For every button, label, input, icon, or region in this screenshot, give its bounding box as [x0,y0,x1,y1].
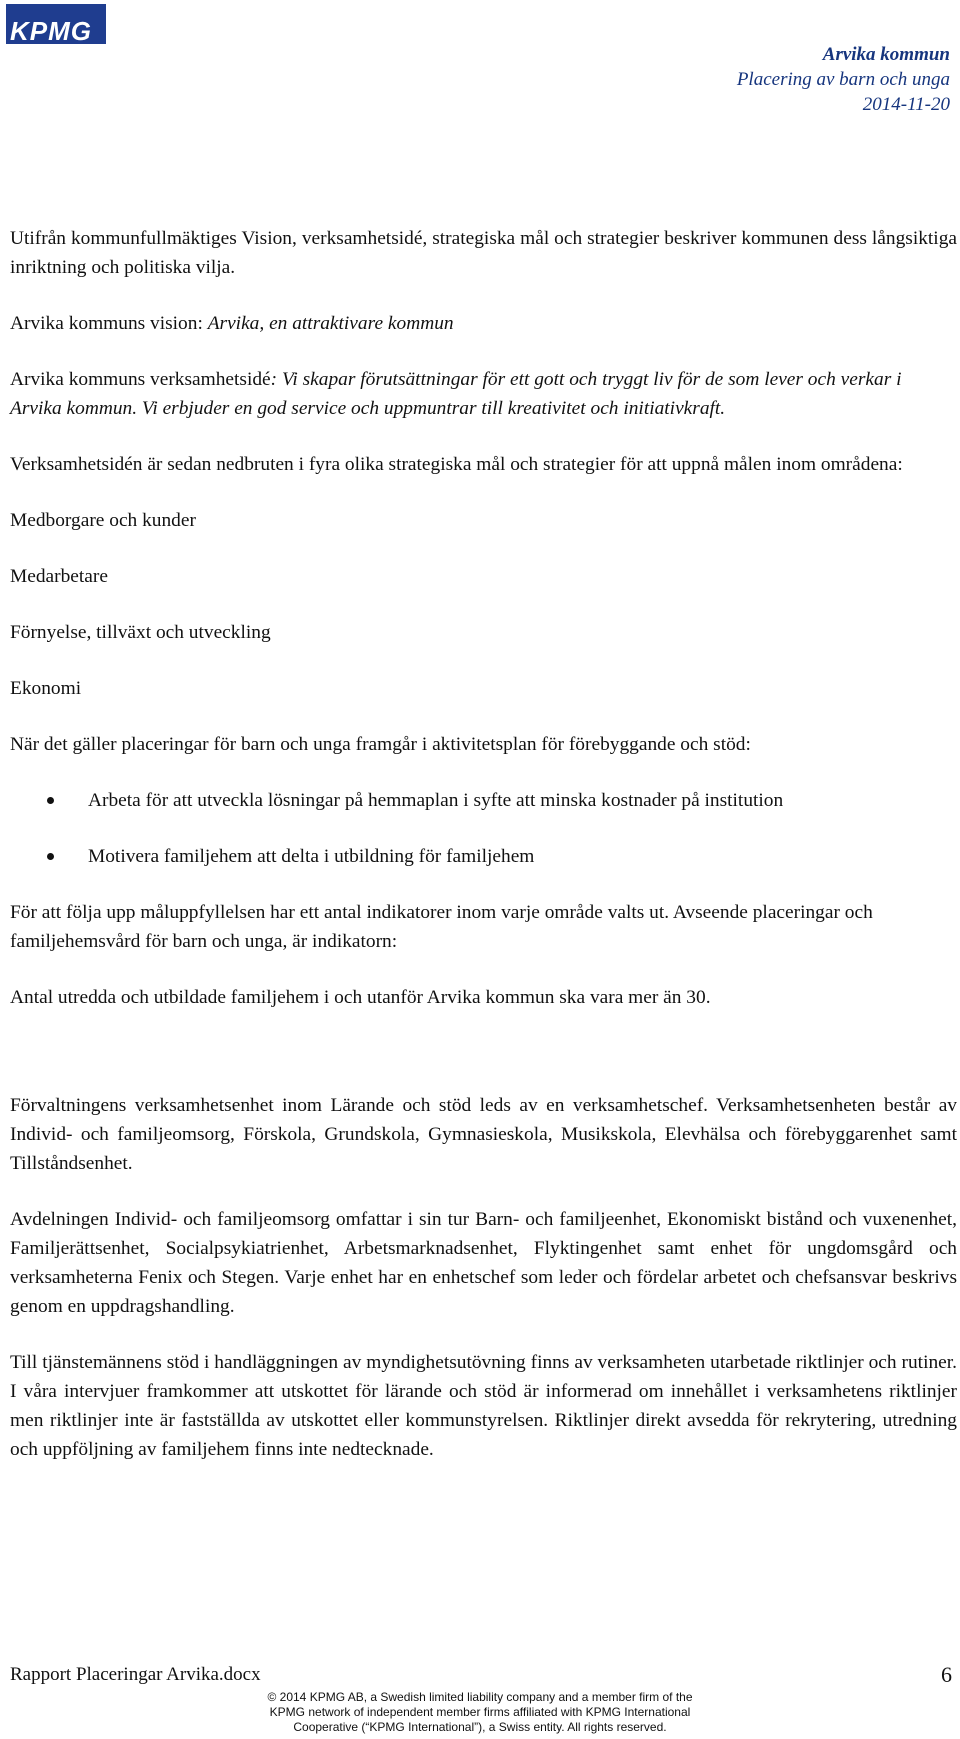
bullet-item: Motivera familjehem att delta i utbildning för familjehem [10,842,957,871]
footer-copyright [150,1690,810,1735]
logo-text: KPMG [10,16,92,46]
area-item: Medarbetare [10,566,108,587]
header-org: Arvika kommun [822,44,950,65]
copyright-line: KPMG network of independent member firms affiliated with KPMG International [269,1705,691,1719]
vision-text: Arvika, en attraktivare kommun [207,313,454,334]
page-number: 6 [941,1662,952,1687]
copyright-line: Cooperative (“KPMG International”), a Swiss entity. All rights reserved. [293,1720,667,1734]
document-body [10,224,957,1491]
copyright-line: © 2014 KPMG AB, a Swedish limited liability company and a member firm of the [267,1690,693,1704]
paragraph-guidelines: Till tjänstemännens stöd i handläggningen av myndighetsutövning finns av verksamheten utarbetade riktlinjer och rutiner. I våra intervjuer framkommer att utskottet för lärande och stöd är informerad om innehållet i verksamhetens riktlinjer men riktlinjer inte är fastställda av utskottet eller kommunstyrelsen. Riktlinjer direkt avsedda för rekrytering, utredning och uppföljning av familjehem finns inte nedtecknade. [10,1352,957,1460]
idea-text: : Vi skapar förutsättningar för ett gott och tryggt liv för de som lever och verkar i Arvika kommun. Vi erbjuder en god service och uppmuntrar till kreativitet och initiativkraft. [10,369,902,419]
document-header [737,42,950,117]
paragraph-strategic-goals: Verksamhetsidén är sedan nedbruten i fyra olika strategiska mål och strategier för att uppnå målen inom områdena: [10,454,903,475]
bullet-item: Arbeta för att utveckla lösningar på hemmaplan i syfte att minska kostnader på institution [10,786,957,815]
paragraph-business-idea [10,365,957,423]
header-subtitle: Placering av barn och unga [736,69,950,90]
area-item: Medborgare och kunder [10,510,196,531]
paragraph-indicator: Antal utredda och utbildade familjehem i och utanför Arvika kommun ska vara mer än 30. [10,987,711,1008]
paragraph-intro: Utifrån kommunfullmäktiges Vision, verksamhetsidé, strategiska mål och strategier beskriver kommunen dess långsiktiga inriktning och politiska vilja. [10,228,957,278]
paragraph-ifo-department: Avdelningen Individ- och familjeomsorg omfattar i sin tur Barn- och familjeenhet, Ekonomiskt bistånd och vuxenenhet, Familjerättsenhet, Socialpsykiatrienhet, Arbetsmarknadsenhet, Flyktingenhet samt enhet för ungdomsgård och verksamheterna Fenix och Stegen. Varje enhet har en enhetschef som leder och fördelar arbetet och chefsansvar beskrivs genom en uppdragshandling. [10,1209,957,1317]
footer-filename: Rapport Placeringar Arvika.docx [10,1664,261,1685]
vision-label: Arvika kommuns vision: [10,313,208,334]
paragraph-administration: Förvaltningens verksamhetsenhet inom Lärande och stöd leds av en verksamhetschef. Verksamhetsenheten består av Individ- och familjeomsorg, Förskola, Grundskola, Gymnasieskola, Musikskola, Elevhälsa och förebyggarenhet samt Tillståndsenhet. [10,1095,957,1174]
paragraph-activity-plan: När det gäller placeringar för barn och unga framgår i aktivitetsplan för förebyggande och stöd: [10,734,751,755]
paragraph-vision [10,309,957,338]
idea-label: Arvika kommuns verksamhetsidé [10,369,271,390]
paragraph-indicators: För att följa upp måluppfyllelsen har ett antal indikatorer inom varje område valts ut. Avseende placeringar och familjehemsvård för barn och unga, är indikatorn: [10,902,873,952]
header-date: 2014-11-20 [862,94,950,115]
area-item: Ekonomi [10,678,82,699]
area-item: Förnyelse, tillväxt och utveckling [10,622,271,643]
kpmg-logo [6,4,106,44]
